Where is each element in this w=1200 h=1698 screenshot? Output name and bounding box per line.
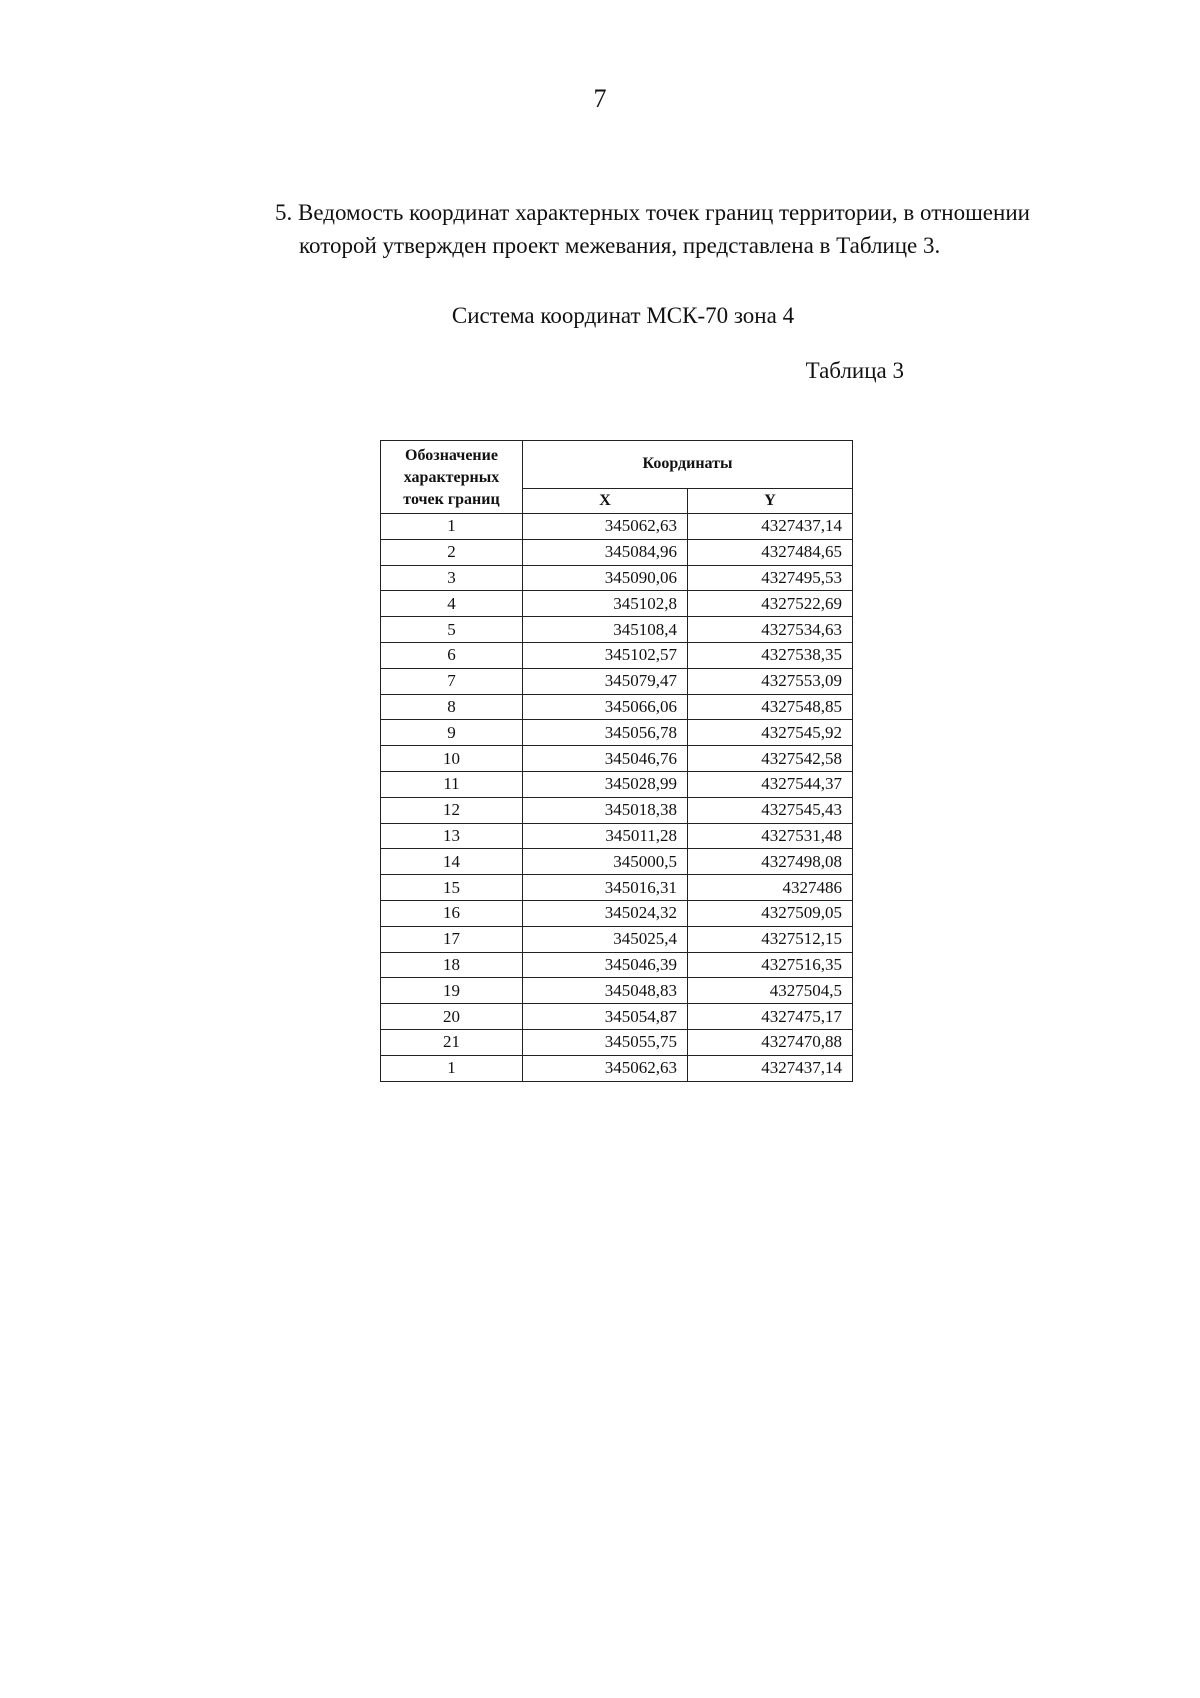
page-number: 7 — [593, 84, 607, 113]
y-cell: 4327437,14 — [688, 1055, 853, 1081]
table-body — [381, 514, 853, 1082]
point-cell: 21 — [381, 1029, 523, 1055]
table-row — [381, 952, 853, 978]
x-cell: 345066,06 — [523, 694, 688, 720]
x-cell: 345102,8 — [523, 591, 688, 617]
point-cell: 20 — [381, 1004, 523, 1030]
x-cell: 345016,31 — [523, 875, 688, 901]
x-column-header: X — [523, 488, 688, 513]
intro-line-2: которой утвержден проект межевания, представлена в Таблице 3. — [299, 233, 941, 258]
y-cell: 4327522,69 — [688, 591, 853, 617]
table-row — [381, 926, 853, 952]
x-cell: 345025,4 — [523, 926, 688, 952]
y-cell: 4327542,58 — [688, 746, 853, 772]
point-cell: 6 — [381, 642, 523, 668]
table-row — [381, 771, 853, 797]
point-header-line-1: Обозначение — [405, 447, 498, 464]
point-column-header — [381, 441, 523, 514]
intro-line-1: 5. Ведомость координат характерных точек границ территории, в отношении — [275, 200, 1030, 225]
point-cell: 12 — [381, 797, 523, 823]
point-cell: 19 — [381, 978, 523, 1004]
table-row — [381, 539, 853, 565]
point-cell: 3 — [381, 565, 523, 591]
table-row — [381, 720, 853, 746]
x-cell: 345084,96 — [523, 539, 688, 565]
y-cell: 4327486 — [688, 875, 853, 901]
y-cell: 4327504,5 — [688, 978, 853, 1004]
table-row — [381, 746, 853, 772]
table-row — [381, 797, 853, 823]
point-cell: 18 — [381, 952, 523, 978]
point-cell: 5 — [381, 617, 523, 643]
y-cell: 4327498,08 — [688, 849, 853, 875]
y-cell: 4327531,48 — [688, 823, 853, 849]
x-cell: 345000,5 — [523, 849, 688, 875]
y-cell: 4327534,63 — [688, 617, 853, 643]
table-row — [381, 978, 853, 1004]
point-cell: 1 — [381, 514, 523, 540]
table-row — [381, 591, 853, 617]
point-cell: 14 — [381, 849, 523, 875]
table-row — [381, 565, 853, 591]
y-cell: 4327509,05 — [688, 900, 853, 926]
intro-paragraph — [275, 196, 1095, 262]
x-cell: 345046,39 — [523, 952, 688, 978]
y-cell: 4327544,37 — [688, 771, 853, 797]
table-row — [381, 1029, 853, 1055]
y-cell: 4327484,65 — [688, 539, 853, 565]
y-cell: 4327437,14 — [688, 514, 853, 540]
x-cell: 345018,38 — [523, 797, 688, 823]
table-row — [381, 1055, 853, 1081]
y-cell: 4327553,09 — [688, 668, 853, 694]
x-cell: 345062,63 — [523, 1055, 688, 1081]
y-column-header: Y — [688, 488, 853, 513]
y-cell: 4327512,15 — [688, 926, 853, 952]
x-cell: 345079,47 — [523, 668, 688, 694]
x-cell: 345056,78 — [523, 720, 688, 746]
table-row — [381, 694, 853, 720]
coordinates-column-header: Координаты — [523, 441, 853, 489]
x-cell: 345108,4 — [523, 617, 688, 643]
point-header-line-3: точек границ — [403, 491, 500, 508]
y-cell: 4327545,92 — [688, 720, 853, 746]
x-cell: 345062,63 — [523, 514, 688, 540]
y-cell: 4327495,53 — [688, 565, 853, 591]
y-cell: 4327470,88 — [688, 1029, 853, 1055]
y-cell: 4327548,85 — [688, 694, 853, 720]
x-cell: 345090,06 — [523, 565, 688, 591]
point-cell: 11 — [381, 771, 523, 797]
table-header-row — [381, 441, 853, 489]
point-cell: 4 — [381, 591, 523, 617]
coordinates-table — [380, 440, 853, 1082]
table-row — [381, 514, 853, 540]
x-cell: 345054,87 — [523, 1004, 688, 1030]
x-cell: 345102,57 — [523, 642, 688, 668]
point-cell: 17 — [381, 926, 523, 952]
x-cell: 345046,76 — [523, 746, 688, 772]
x-cell: 345055,75 — [523, 1029, 688, 1055]
point-cell: 9 — [381, 720, 523, 746]
table-row — [381, 642, 853, 668]
table-row — [381, 849, 853, 875]
point-cell: 16 — [381, 900, 523, 926]
table-row — [381, 617, 853, 643]
x-cell: 345048,83 — [523, 978, 688, 1004]
y-cell: 4327475,17 — [688, 1004, 853, 1030]
coordinate-system-caption: Система координат МСК-70 зона 4 — [451, 303, 795, 328]
x-cell: 345028,99 — [523, 771, 688, 797]
x-cell: 345011,28 — [523, 823, 688, 849]
table-row — [381, 668, 853, 694]
table-label: Таблица 3 — [805, 358, 904, 383]
table-row — [381, 823, 853, 849]
point-cell: 7 — [381, 668, 523, 694]
y-cell: 4327538,35 — [688, 642, 853, 668]
y-cell: 4327516,35 — [688, 952, 853, 978]
table-row — [381, 1004, 853, 1030]
table-row — [381, 875, 853, 901]
point-cell: 8 — [381, 694, 523, 720]
point-header-line-2: характерных — [403, 469, 500, 486]
point-cell: 2 — [381, 539, 523, 565]
point-cell: 1 — [381, 1055, 523, 1081]
point-cell: 15 — [381, 875, 523, 901]
point-cell: 10 — [381, 746, 523, 772]
point-cell: 13 — [381, 823, 523, 849]
y-cell: 4327545,43 — [688, 797, 853, 823]
x-cell: 345024,32 — [523, 900, 688, 926]
table-row — [381, 900, 853, 926]
